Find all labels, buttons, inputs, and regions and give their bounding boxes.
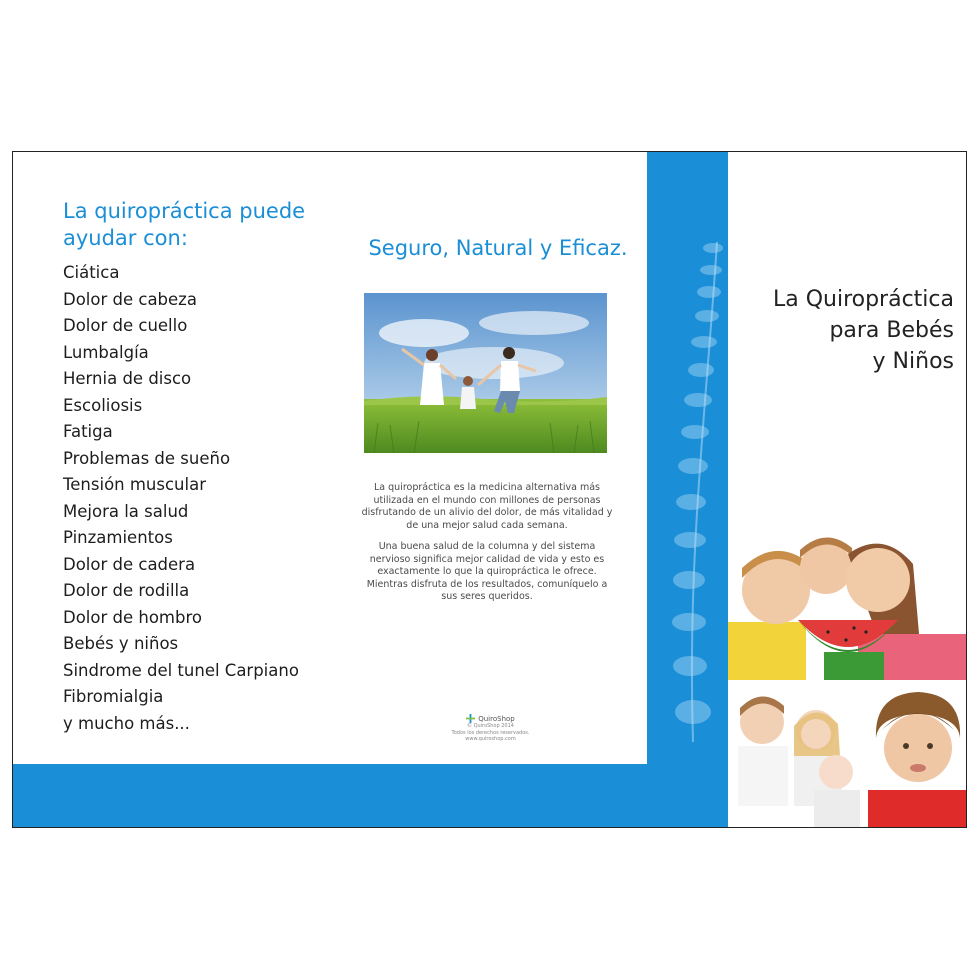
intro-panel (343, 152, 647, 764)
bottom-blue-band (13, 764, 647, 828)
cover-title-line-3: y Niños (872, 349, 954, 374)
condition-item: Pinzamientos (63, 528, 173, 547)
conditions-list (63, 260, 299, 737)
intro-heading: Seguro, Natural y Eficaz. (368, 236, 628, 260)
quiroshop-logo-block (433, 714, 548, 743)
blue-spine-strip (647, 152, 728, 828)
intro-paragraph-1: La quiropráctica es la medicina alternativa más utilizada en el mundo con millones de personas disfrutando de un alivio del dolor, de más vitalidad y de una mejor salud cada semana. (361, 482, 613, 531)
condition-item: y mucho más... (63, 713, 190, 733)
logo-copyright: © QuiroShop 2014 (467, 723, 514, 729)
condition-item: Bebés y niños (63, 634, 179, 653)
intro-body (361, 482, 613, 613)
condition-item: Dolor de cuello (63, 316, 188, 335)
cover-title-line-1: La Quiropráctica (772, 287, 954, 312)
logo-name: QuiroShop (478, 714, 515, 723)
condition-item: Dolor de cabeza (63, 289, 197, 309)
cover-title-line-2: para Bebés (829, 318, 954, 343)
condition-item: Problemas de sueño (63, 448, 231, 468)
condition-item: Dolor de hombro (63, 607, 202, 627)
spine-graphic (647, 152, 728, 828)
cover-title (773, 284, 954, 377)
condition-item: Lumbalgía (63, 342, 149, 362)
cover-panel (728, 152, 967, 828)
curly-boy-photo (868, 686, 967, 828)
condition-item: Fatiga (63, 422, 113, 441)
kids-watermelon-photo (728, 534, 967, 680)
family-meadow-photo (364, 293, 607, 453)
quiroshop-logo-icon (466, 714, 475, 723)
condition-item: Hernia de disco (63, 369, 192, 388)
condition-item: Dolor de cadera (63, 554, 196, 574)
condition-item: Escoliosis (63, 395, 143, 415)
condition-item: Fibromialgia (63, 687, 164, 706)
conditions-panel (13, 152, 343, 764)
logo-rights: Todos los derechos reservados. (451, 729, 530, 736)
condition-item: Ciática (63, 263, 120, 282)
brochure-spread (12, 151, 967, 828)
condition-item: Dolor de rodilla (63, 581, 190, 600)
conditions-heading: La quiropráctica puede ayudar con: (63, 199, 306, 250)
condition-item: Mejora la salud (63, 501, 189, 521)
condition-item: Tensión muscular (63, 475, 206, 494)
logo-url: www.quiroshop.com (465, 736, 516, 742)
intro-paragraph-2: Una buena salud de la columna y del sistema nervioso significa mejor calidad de vida y esto es exactamente lo que la quiropráctica le ofrece. Mientras disfruta de los resultados, comuníquelo a sus seres queridos. (366, 541, 608, 602)
condition-item: Sindrome del tunel Carpiano (63, 660, 299, 680)
kids-with-baby-photo (728, 686, 866, 828)
